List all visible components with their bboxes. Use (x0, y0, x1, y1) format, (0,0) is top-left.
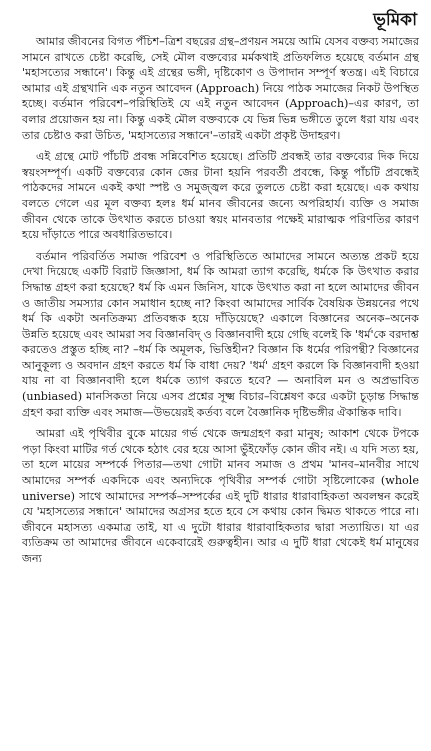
paragraph-2: এই গ্রন্থে মোট পাঁচটি প্রবন্ধ সন্নিবেশিত হয়েছে। প্রতিটি প্রবন্ধই তার বক্তব্যের দিক দিয়ে স্বয়ংসম্পূর্ণ। একটি বক্তব্যের কোন জের টানা হয়নি পরবর্তী প্রবন্ধে, কিন্তু পাঁচটি প্রবন্ধেই পাঠকদের সামনে একই কথা স্পষ্ট ও সমুজ্জ্বল করে তুলতে চেষ্টা করা হয়েছে। এক কথায় বলতে গেলে এর মূল বক্তব্য হলঃ ধর্ম মানব জীবনের জন্যে অপরিহার্য। ব্যক্তি ও সমাজ জীবন থেকে তাকে উৎখাত করতে চাওয়া স্বয়ং মানবতার পক্ষেই মারাত্মক পরিণতির কারণ হয়ে দাঁড়াতে পারে অবধারিতভাবে। (22, 150, 419, 242)
paragraph-1: আমার জীবনের বিগত পঁচিশ–ত্রিশ বছরের গ্রন্থ–প্রণয়ন সময়ে আমি যেসব বক্তব্য সমাজের সামনে রাখতে চেষ্টা করেছি, সেই মৌল বক্তব্যের মর্মকথাই প্রতিফলিত হয়েছে বর্তমান গ্রন্থ 'মহাসত্যের সন্ধানে'। কিন্তু এই গ্রন্থের ভঙ্গী, দৃষ্টিকোণ ও উপাদান সম্পূর্ণ স্বতন্ত্র। এই বিচারে আমার এই গ্রন্থখানি এক নতুন আবেদন (Approach) নিয়ে পাঠক সমাজের নিকট উপস্থিত হচ্ছে। বর্তমান পরিবেশ–পরিস্থিতিই যে এই নতুন আবেদন (Approach)–এর কারণ, তা বলার প্রয়োজন হয় না। কিন্তু একই মৌল বক্তব্যকে যে ভিন্ন ভিন্ন ভঙ্গীতে তুলে ধরা যায় এবং তার চেষ্টাও করা উচিত, 'মহাসত্যের সন্ধানে'–তারই একটা প্রকৃষ্ট উদাহরণ। (22, 35, 419, 142)
paragraph-4: আমরা এই পৃথিবীর বুকে মায়ের গর্ভ থেকে জন্মগ্রহণ করা মানুষ; আকাশ থেকে টপকে পড়া কিংবা মাটির গর্ত থেকে হঠাৎ বের হয়ে আসা ভুঁইফোঁড় কোন জীব নই। এ যদি সত্য হয়, তা হলে মায়ের সম্পর্কে পিতার—তথা গোটা মানব সমাজ ও প্রথম 'মানব–মানবীর সাথে আমাদের সম্পর্ক একদিকে এবং অন্যদিকে পৃথিবীর সম্পর্ক গোটা সৃষ্টিলোকের (whole universe) সাথে আমাদের সম্পর্ক–সম্পর্কের এই দুটি ধারার ধারাবাহিকতা অবলম্বন করেই যে 'মহাসত্যের সন্ধানে' আমাদের অগ্রসর হতে হবে সে কথায় কোন দ্বিমত থাকতে পারে না। জীবনে মহাসত্য একমাত্র তাই, যা এ দুটো ধারার ধারাবাহিকতার দ্বারা সত্যায়িত। যা এর ব্যতিক্রম তা আমাদের জীবনে একেবারেই গুরুত্বহীন। আর এ দুটি ধারা থেকেই ধর্ম মানুষের জন্য (22, 427, 419, 565)
page-title: ভূমিকা (373, 10, 417, 30)
paragraph-3: বর্তমান পরিবর্তিত সমাজ পরিবেশ ও পরিস্থিতিতে আমাদের সামনে অত্যন্ত প্রকট হয়ে দেখা দিয়েছে একটি বিরাট জিজ্ঞাসা, ধর্ম কি আমরা ত্যাগ করেছি, ধর্মকে কি উৎখাত করার সিদ্ধান্ত গ্রহণ করা হয়েছে? ধর্ম কি এমন জিনিস, যাকে উৎখাত করা না হলে আমাদের জীবন ও জাতীয় সমস্যার কোন সমাধান হচ্ছে না? কিংবা আমাদের সার্বিক বৈষয়িক উন্নয়নের পথে ধর্ম কি একটা অনতিক্রম্য প্রতিবন্ধক হয়ে দাঁড়িয়েছে? একালে বিজ্ঞানের অনেক–অনেক উন্নতি হয়েছে এবং আমরা সব বিজ্ঞানবিদ্ ও বিজ্ঞানবাদী হয়ে গেছি বলেই কি 'ধর্ম'কে বরদাশ্ত করতেও প্রস্তুত হচ্ছি না? –ধর্ম কি অমূলক, ভিত্তিহীন? বিজ্ঞান কি ধর্মের পরিপন্থী? বিজ্ঞানের আনুকূল্য ও অবদান গ্রহণ করতে ধর্ম কি বাধা দেয়? 'ধর্ম' গ্রহণ করলে কি বিজ্ঞানবাদী হওয়া যায় না বা বিজ্ঞানবাদী হলে ধর্মকে ত্যাগ করতে হবে? — অনাবিল মন ও অপ্রভাবিত (unbiased) মানসিকতা নিয়ে এসব প্রশ্নের সূক্ষ্ম বিচার–বিশ্লেষণ করে একটা চূড়ান্ত সিদ্ধান্ত গ্রহণ করা ব্যক্তি এবং সমাজ—উভয়েরই কর্তব্য বলে বৈজ্ঞানিক দৃষ্টিভঙ্গীর ঐকান্তিক দাবি। (22, 249, 419, 419)
